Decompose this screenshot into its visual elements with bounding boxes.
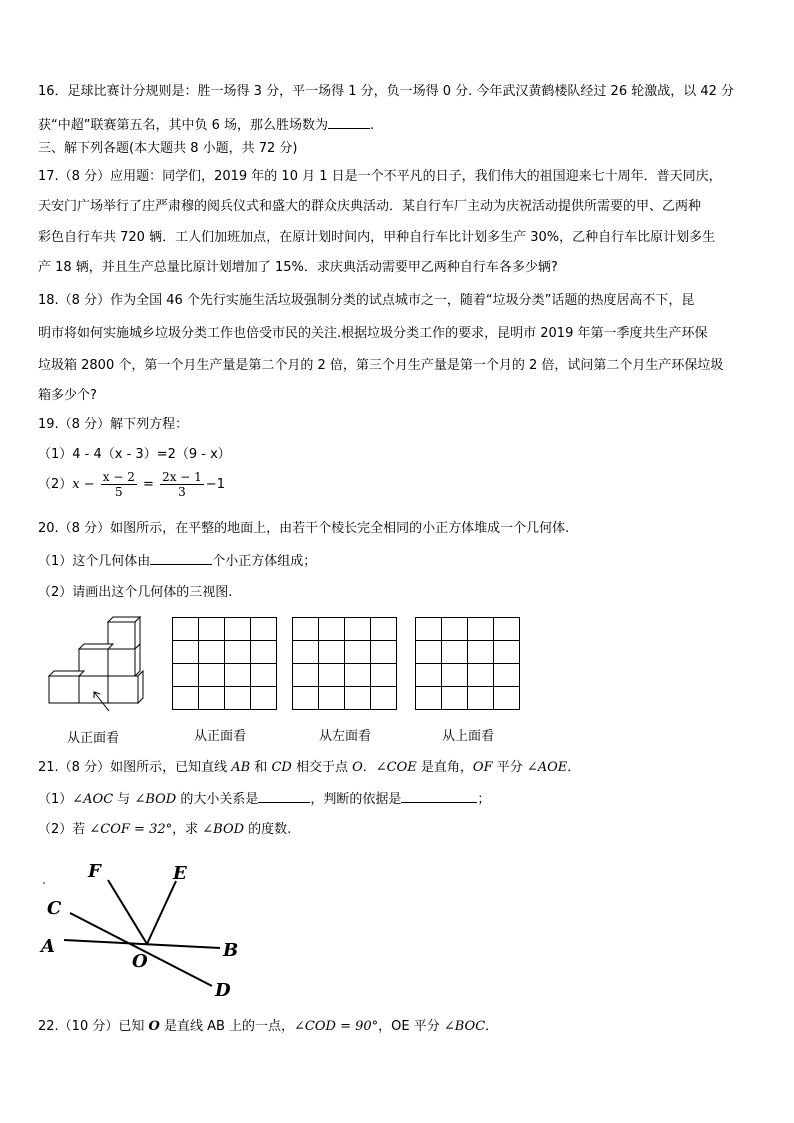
caption-top: 从上面看	[442, 729, 495, 744]
label-b: B	[223, 940, 239, 961]
answer-blank	[328, 116, 370, 129]
fraction-1	[101, 470, 137, 499]
left-view-grid[interactable]	[292, 617, 397, 710]
line-cd	[70, 913, 212, 986]
angle-boc: ∠BOC	[443, 1019, 486, 1034]
q21-text: 平分	[492, 760, 527, 775]
q21-text: 的大小关系是	[176, 792, 259, 807]
q19-title: 19.（8 分）解下列方程：	[38, 417, 189, 432]
q16-line2	[38, 116, 758, 135]
q18-line1: 18.（8 分）作为全国 46 个先行实施生活垃圾强制分类的试点城市之一，随着“垃圾分类”话题的热度居高不下，昆	[38, 293, 695, 308]
top-view-grid[interactable]	[415, 617, 520, 710]
q18-line3: 垃圾箱 2800 个，第一个月生产量是第二个月的 2 倍，第三个月生产量是第一个月的 2 倍，试问第二个月生产环保垃圾	[38, 358, 724, 373]
line-ab: AB	[231, 760, 251, 775]
ray-of	[108, 880, 147, 944]
q20-line1: 20.（8 分）如图所示，在平整的地面上，由若干个棱长完全相同的小正方体堆成一个几何体.	[38, 521, 570, 536]
cube-stack-figure	[44, 616, 154, 716]
q20-p1-a: （1）这个几何体由	[38, 554, 151, 569]
label-e: E	[173, 863, 187, 884]
label-a: A	[41, 936, 55, 957]
q21-line1	[38, 759, 758, 777]
q19-eq1: （1）4 - 4（x - 3）=2（9 - x）	[38, 447, 231, 462]
q17-line1: 17.（8 分）应用题：同学们，2019 年的 10 月 1 日是一个不平凡的日子，我们伟大的祖国迎来七十周年．普天同庆，	[38, 169, 722, 184]
q18-line4: 箱多少个?	[38, 388, 97, 403]
label-c: C	[47, 898, 62, 919]
fraction-1-den: 5	[115, 485, 123, 499]
fraction-2-num: 2x − 1	[162, 470, 202, 484]
answer-blank	[401, 790, 477, 803]
line-cd: CD	[271, 760, 292, 775]
q21-text: （1）	[38, 792, 73, 807]
q21-text: 与	[113, 792, 135, 807]
angle-aoe: ∠AOE	[526, 760, 568, 775]
intersecting-lines-diagram	[36, 855, 256, 1005]
q22-text: ．	[485, 1019, 499, 1034]
dot-mark	[43, 882, 45, 884]
q21-text: 21.（8 分）如图所示，已知直线	[38, 760, 232, 775]
ray-of: OF	[472, 760, 493, 775]
q21-text: ，求	[172, 822, 203, 837]
q22-text: ，OE 平分	[378, 1019, 444, 1034]
q16-text: 获“中超”联赛第五名，其中负 6 场，那么胜场数为	[38, 118, 329, 133]
q21-p2	[38, 821, 758, 839]
point-o: O	[148, 1019, 160, 1034]
q21-text: 和	[250, 760, 272, 775]
caption-figure: 从正面看	[67, 731, 120, 746]
q21-text: 是直角，	[416, 760, 473, 775]
q21-p1	[38, 790, 758, 809]
q19-eq2	[38, 470, 758, 500]
q22-text: 是直线 AB 上的一点，	[159, 1019, 295, 1034]
eq2-tail: −1	[205, 477, 225, 492]
q17-line2: 天安门广场举行了庄严肃穆的阅兵仪式和盛大的群众庆典活动．某自行车厂主动为庆祝活动提供所需要的甲、乙两种	[38, 199, 702, 214]
front-view-grid[interactable]	[172, 617, 277, 710]
answer-blank	[150, 552, 212, 565]
q22-line1	[38, 1018, 758, 1036]
fraction-2	[160, 470, 204, 499]
ray-oe	[147, 881, 176, 944]
answer-blank	[258, 790, 310, 803]
q17-line4: 产 18 辆，并且生产总量比原计划增加了 15%．求庆典活动需要甲乙两种自行车各多少辆?	[38, 260, 558, 275]
q21-text: ，判断的依据是	[310, 792, 402, 807]
q18-line2: 明市将如何实施城乡垃圾分类工作也倍受市民的关注.根据垃圾分类工作的要求，昆明市 2019 年第一季度共生产环保	[38, 326, 708, 341]
angle-cof: ∠COF = 32°	[89, 822, 173, 837]
q20-p1	[38, 552, 758, 571]
q20-p2: （2）请画出这个几何体的三视图.	[38, 585, 233, 600]
q17-line3: 彩色自行车共 720 辆．工人们加班加点，在原计划时间内，甲种自行车比计划多生产 30%，乙种自行车比原计划多生	[38, 230, 716, 245]
fraction-1-num: x − 2	[102, 470, 135, 484]
q16-end: .	[370, 118, 375, 133]
angle-cod: ∠COD = 90°	[294, 1019, 379, 1034]
q21-text: （2）若	[38, 822, 90, 837]
caption-front: 从正面看	[194, 729, 247, 744]
q22-text: 22.（10 分）已知	[38, 1019, 149, 1034]
angle-bod: ∠BOD	[202, 822, 245, 837]
q21-text: ；	[477, 792, 491, 807]
angle-coe: ∠COE	[375, 760, 417, 775]
label-o: O	[132, 951, 148, 972]
eq2-equals: =	[143, 477, 154, 492]
angle-bod: ∠BOD	[134, 792, 177, 807]
line-ab	[64, 940, 220, 948]
eq2-x: x −	[72, 477, 95, 492]
label-f: F	[88, 861, 101, 882]
section-title: 三、解下列各题(本大题共 8 小题，共 72 分)	[38, 141, 298, 156]
q20-p1-b: 个小正方体组成；	[212, 554, 317, 569]
caption-left: 从左面看	[319, 729, 372, 744]
point-o: O	[352, 760, 363, 775]
eq2-label: （2）	[38, 477, 73, 492]
q21-text: 的度数.	[244, 822, 292, 837]
angle-aoc: ∠AOC	[72, 792, 114, 807]
q21-text: ．	[567, 760, 581, 775]
fraction-2-den: 3	[178, 485, 186, 499]
q21-text: ．	[362, 760, 376, 775]
q21-text: 相交于点	[291, 760, 353, 775]
label-d: D	[215, 980, 231, 1001]
q16-line1: 16．足球比赛计分规则是：胜一场得 3 分，平一场得 1 分，负一场得 0 分. 今年武汉黄鹤楼队经过 26 轮激战，以 42 分	[38, 84, 735, 99]
